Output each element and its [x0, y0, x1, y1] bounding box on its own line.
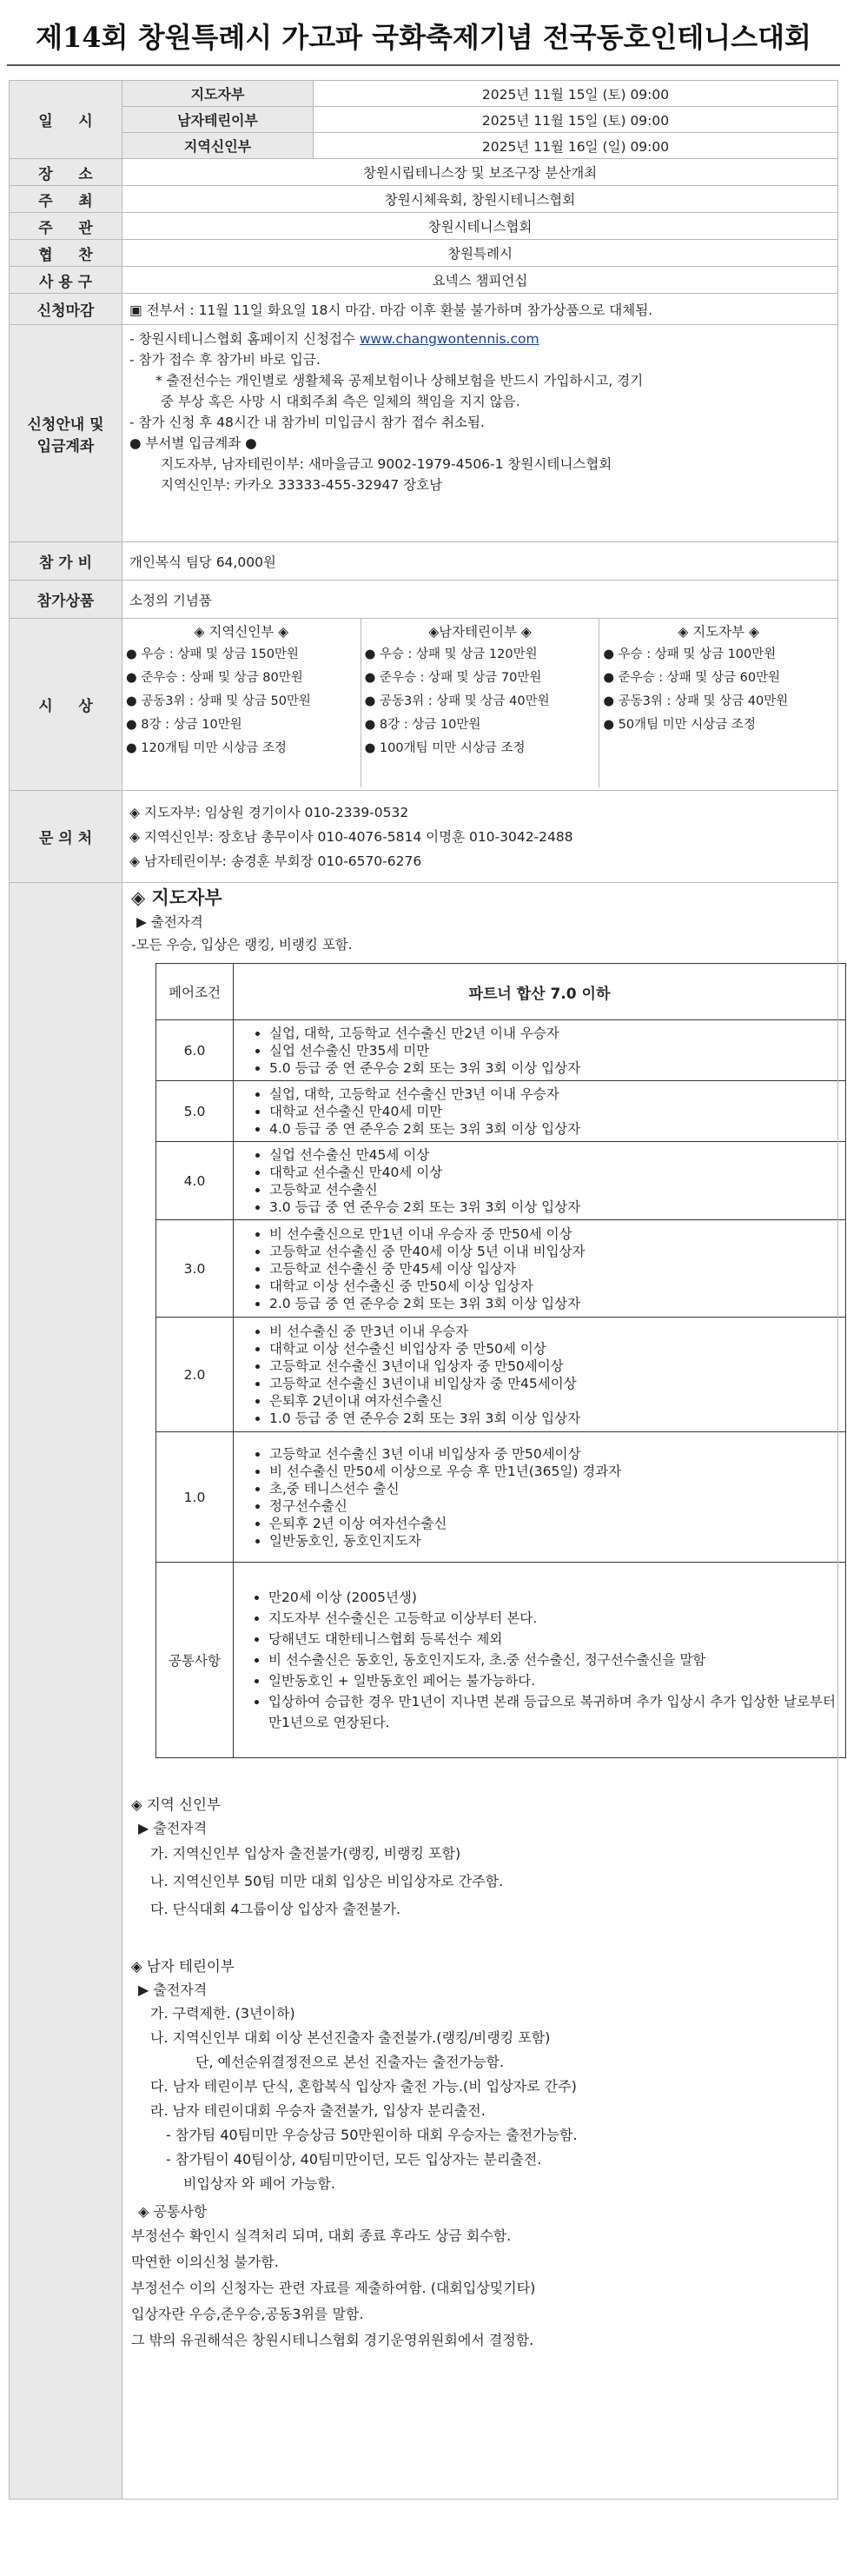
prize-item: ● 우승 : 상패 및 상금 100만원 — [603, 647, 777, 661]
grade-level: 1.0 — [156, 1432, 234, 1563]
condition-item: • 대학교 선수출신 만40세 이상 — [269, 1164, 844, 1181]
schedule-datetime: 2025년 11월 15일 (토) 09:00 — [314, 107, 838, 133]
apply-line: - 참가 접수 후 참가비 바로 입금. — [129, 352, 321, 368]
fee-label: 참 가 비 — [10, 542, 122, 581]
common-line: 막연한 이의신청 불가함. — [131, 2254, 279, 2270]
common-item: • 당해년도 대한테니스협회 등록선수 제외 — [268, 1629, 840, 1650]
contact-line: ◈ 남자테린이부: 송경훈 부회장 010-6570-6276 — [129, 853, 422, 869]
sponsor-value: 창원특례시 — [122, 240, 838, 267]
apply-line: 중 부상 혹은 사망 시 대회주최 측은 일체의 책임을 지지 않음. — [161, 394, 520, 409]
prize-item: ● 공동3위 : 상패 및 상금 40만원 — [364, 694, 550, 708]
prize-grid — [122, 619, 837, 787]
page-title: 제14회 창원특례시 가고파 국화축제기념 전국동호인테니스대회 — [36, 21, 811, 54]
contact-content — [122, 791, 838, 883]
men-line: - 참가팀 40팀미만 우승상금 50만원이하 대회 우승자는 출전가능함. — [166, 2127, 578, 2143]
men-line: 가. 구력제한. (3년이하) — [150, 2005, 295, 2022]
common-line: 입상자란 우승,준우승,공동3위를 말함. — [131, 2306, 364, 2322]
host-label: 주 최 — [10, 186, 122, 213]
apply-line: 지역신인부: 카카오 33333-455-32947 장호남 — [161, 477, 443, 493]
prize-item: ● 공동3위 : 상패 및 상금 40만원 — [603, 694, 789, 708]
schedule-division: 남자테린이부 — [122, 107, 314, 133]
prize-item: ● 준우승 : 상패 및 상금 70만원 — [364, 671, 542, 685]
grade-level: 4.0 — [156, 1142, 234, 1220]
rookie-section-head: ◈ 지역 신인부 — [131, 1796, 221, 1813]
contact-line: ◈ 지역신인부: 장호남 총무이사 010-4076-5814 이명훈 010-3042-2488 — [129, 828, 573, 845]
prize-item: ● 우승 : 상패 및 상금 150만원 — [126, 647, 299, 661]
leader-sub-head: ▶ 출전자격 — [136, 914, 203, 930]
prize-item: ● 100개팀 미만 시상금 조정 — [364, 741, 526, 755]
grade-common-label: 공통사항 — [156, 1563, 234, 1758]
gift-value: 소정의 기념품 — [122, 581, 838, 619]
condition-item: • 초,중 테니스선수 출신 — [269, 1480, 844, 1497]
grade-common-conditions — [234, 1563, 846, 1758]
prize-item: ● 준우승 : 상패 및 상금 80만원 — [126, 671, 303, 685]
sponsor-label: 협 찬 — [10, 240, 122, 267]
common-line: 부정선수 확인시 실격처리 되며, 대회 종료 후라도 상금 회수함. — [131, 2227, 512, 2244]
ball-value: 요넥스 챔피언십 — [122, 267, 838, 294]
prizes-label: 시 상 — [10, 619, 122, 791]
condition-item: • 고등학교 선수출신 중 만40세 이상 5년 이내 비입상자 — [269, 1243, 844, 1260]
men-line: 비입상자 와 페어 가능함. — [183, 2175, 335, 2192]
prize-column-beginner — [361, 619, 599, 787]
condition-item: • 비 선수출신 만50세 이상으로 우승 후 만1년(365일) 경과자 — [269, 1463, 844, 1480]
prize-item: ● 50개팀 미만 시상금 조정 — [603, 718, 756, 732]
condition-item: • 고등학교 선수출신 3년 이내 비입상자 중 만50세이상 — [269, 1445, 844, 1463]
common-item: • 일반동호인 + 일반동호인 페어는 불가능하다. — [268, 1670, 840, 1691]
men-line: 나. 지역신인부 대회 이상 본선진출자 출전불가.(랭킹/비랭킹 포함) — [150, 2029, 551, 2046]
schedule-label: 일 시 — [10, 81, 122, 159]
schedule-division: 지역신인부 — [122, 133, 314, 159]
grade-level: 3.0 — [156, 1220, 234, 1318]
rookie-line: 가. 지역신인부 입상자 출전불가(랭킹, 비랭킹 포함) — [150, 1845, 461, 1862]
apply-label — [10, 325, 122, 542]
apply-text: - 창원시테니스협회 홈페이지 신청접수 — [129, 331, 360, 347]
leader-grade-table — [156, 963, 846, 1758]
schedule-datetime: 2025년 11월 15일 (토) 09:00 — [314, 81, 838, 107]
condition-item: • 대학교 이상 선수출신 중 만50세 이상 입상자 — [269, 1278, 844, 1295]
prize-item: ● 우승 : 상패 및 상금 120만원 — [364, 647, 538, 661]
eligibility-label-cell — [10, 883, 122, 2500]
schedule-division: 지도자부 — [122, 81, 314, 107]
grade-head-value: 파트너 합산 7.0 이하 — [234, 964, 846, 1020]
condition-item: • 2.0 등급 중 연 준우승 2회 또는 3위 3회 이상 입상자 — [269, 1295, 844, 1312]
contact-label: 문 의 처 — [10, 791, 122, 883]
grade-level: 2.0 — [156, 1318, 234, 1432]
common-item: • 만20세 이상 (2005년생) — [268, 1587, 840, 1608]
organizer-value: 창원시테니스협회 — [122, 213, 838, 240]
homepage-link[interactable]: www.changwontennis.com — [359, 331, 539, 347]
ball-label: 사 용 구 — [10, 267, 122, 294]
common-item: • 비 선수출신은 동호인, 동호인지도자, 초.중 선수출신, 정구선수출신을 말함 — [268, 1650, 840, 1670]
prize-item: ● 공동3위 : 상패 및 상금 50만원 — [126, 694, 311, 708]
deadline-label: 신청마감 — [10, 294, 122, 325]
condition-item: • 고등학교 선수출신 — [269, 1181, 844, 1198]
condition-item: • 고등학교 선수출신 3년이내 비입상자 중 만45세이상 — [269, 1375, 844, 1392]
men-section — [131, 1955, 830, 2196]
prize-item: ● 8강 : 상금 10만원 — [364, 718, 481, 732]
prize-column-head: ◈ 지도자부 ◈ — [678, 624, 759, 640]
prize-column-head: ◈남자테린이부 ◈ — [428, 624, 532, 640]
leader-note: -모든 우승, 입상은 랭킹, 비랭킹 포함. — [131, 937, 353, 953]
men-line: 다. 남자 테린이부 단식, 혼합복식 입상자 출전 가능.(비 입상자로 간주) — [150, 2078, 577, 2095]
apply-line: * 출전선수는 개인별로 생활체육 공제보험이나 상해보험을 반드시 가입하시고, 경기 — [156, 373, 644, 388]
condition-item: • 은퇴후 2년이내 여자선수출신 — [269, 1392, 844, 1410]
prize-column-head: ◈ 지역신인부 ◈ — [194, 624, 289, 640]
organizer-label: 주 관 — [10, 213, 122, 240]
apply-label-line: 입금계좌 — [36, 437, 95, 455]
grade-conditions — [234, 1220, 846, 1318]
condition-item: • 비 선수출신으로 만1년 이내 우승자 중 만50세 이상 — [269, 1225, 844, 1243]
condition-item: • 고등학교 선수출신 3년이내 입상자 중 만50세이상 — [269, 1358, 844, 1375]
common-section — [131, 2200, 830, 2354]
apply-line: - 참가 신청 후 48시간 내 참가비 미입금시 참가 접수 취소됨. — [129, 415, 485, 430]
apply-line: ● 부서별 입금계좌 ● — [129, 435, 257, 451]
contact-line: ◈ 지도자부: 임상원 경기이사 010-2339-0532 — [129, 804, 409, 820]
condition-item: • 고등학교 선수출신 중 만45세 이상 입상자 — [269, 1260, 844, 1278]
prize-column-rookie — [122, 619, 361, 787]
apply-line — [129, 329, 837, 349]
men-sub-head: ▶ 출전자격 — [138, 1982, 208, 1998]
apply-line: 지도자부, 남자테린이부: 새마을금고 9002-1979-4506-1 창원시테니스협회 — [161, 456, 612, 472]
condition-item: • 3.0 등급 중 연 준우승 2회 또는 3위 3회 이상 입상자 — [269, 1198, 844, 1216]
prize-item: ● 8강 : 상금 10만원 — [126, 718, 242, 732]
condition-item: • 1.0 등급 중 연 준우승 2회 또는 3위 3회 이상 입상자 — [269, 1410, 844, 1427]
condition-item: • 정구선수출신 — [269, 1497, 844, 1515]
condition-item: • 실업, 대학, 고등학교 선수출신 만2년 이내 우승자 — [269, 1025, 844, 1042]
grade-level: 5.0 — [156, 1081, 234, 1142]
gift-label: 참가상품 — [10, 581, 122, 619]
apply-label-line: 신청안내 및 — [27, 415, 104, 434]
grade-conditions — [234, 1020, 846, 1081]
prize-column-leader — [599, 619, 837, 787]
grade-level: 6.0 — [156, 1020, 234, 1081]
condition-item: • 비 선수출신 중 만3년 이내 우승자 — [269, 1323, 844, 1340]
condition-item: • 실업 선수출신 만35세 미만 — [269, 1042, 844, 1059]
eligibility-content — [122, 883, 838, 2500]
common-item: • 입상하여 승급한 경우 만1년이 지나면 본래 등급으로 복귀하며 추가 입상시 추가 입상한 날로부터 만1년으로 연장된다. — [268, 1691, 840, 1733]
men-section-head: ◈ 남자 테린이부 — [131, 1958, 235, 1975]
rookie-line: 나. 지역신인부 50팀 미만 대회 입상은 비입상자로 간주함. — [150, 1873, 504, 1889]
rookie-line: 다. 단식대회 4그룹이상 입상자 출전불가. — [150, 1901, 400, 1917]
condition-item: • 은퇴후 2년 이상 여자선수출신 — [269, 1515, 844, 1532]
common-line: 그 밖의 유권해석은 창원시테니스협회 경기운영위원회에서 결정함. — [131, 2332, 534, 2348]
men-line: - 참가팀이 40팀이상, 40팀미만이던, 모든 입상자는 분리출전. — [166, 2151, 542, 2168]
schedule-datetime: 2025년 11월 16일 (일) 09:00 — [314, 133, 838, 159]
men-line: 라. 남자 테린이대회 우승자 출전불가, 입상자 분리출전. — [150, 2102, 486, 2119]
apply-content — [122, 325, 838, 542]
common-line: 부정선수 이의 신청자는 관련 자료를 제출하여함. (대회입상및기타) — [131, 2280, 536, 2296]
prizes-content — [122, 619, 838, 791]
prize-item: ● 120개팀 미만 시상금 조정 — [126, 741, 287, 755]
venue-value: 창원시립테니스장 및 보조구장 분산개최 — [122, 159, 838, 186]
deadline-value: ▣ 전부서 : 11월 11일 화요일 18시 마감. 마감 이후 환불 불가하며 참가상품으로 대체됨. — [122, 294, 838, 325]
prize-item: ● 준우승 : 상패 및 상금 60만원 — [603, 671, 781, 685]
grade-conditions — [234, 1432, 846, 1563]
grade-head-label: 페어조건 — [156, 964, 234, 1020]
title-divider — [7, 64, 840, 66]
host-value: 창원시체육회, 창원시테니스협회 — [122, 186, 838, 213]
leader-section-head: ◈ 지도자부 — [131, 887, 222, 908]
venue-label: 장 소 — [10, 159, 122, 186]
grade-conditions — [234, 1081, 846, 1142]
condition-item: • 5.0 등급 중 연 준우승 2회 또는 3위 3회 이상 입상자 — [269, 1059, 844, 1077]
condition-item: • 실업 선수출신 만45세 이상 — [269, 1146, 844, 1164]
tournament-info-table — [9, 80, 838, 2500]
grade-conditions — [234, 1142, 846, 1220]
grade-conditions — [234, 1318, 846, 1432]
common-section-head: ◈ 공통사항 — [138, 2203, 208, 2220]
condition-item: • 실업, 대학, 고등학교 선수출신 만3년 이내 우승자 — [269, 1086, 844, 1103]
condition-item: • 대학교 이상 선수출신 비입상자 중 만50세 이상 — [269, 1340, 844, 1358]
fee-value: 개인복식 팀당 64,000원 — [122, 542, 838, 581]
men-line: 단, 예선순위결정전으로 본선 진출자는 출전가능함. — [195, 2054, 505, 2070]
rookie-sub-head: ▶ 출전자격 — [138, 1820, 208, 1836]
rookie-section — [131, 1793, 830, 1923]
condition-item: • 4.0 등급 중 연 준우승 2회 또는 3위 3회 이상 입상자 — [269, 1120, 844, 1138]
condition-item: • 일반동호인, 동호인지도자 — [269, 1532, 844, 1550]
condition-item: • 대학교 선수출신 만40세 미만 — [269, 1103, 844, 1120]
common-item: • 지도자부 선수출신은 고등학교 이상부터 본다. — [268, 1608, 840, 1629]
